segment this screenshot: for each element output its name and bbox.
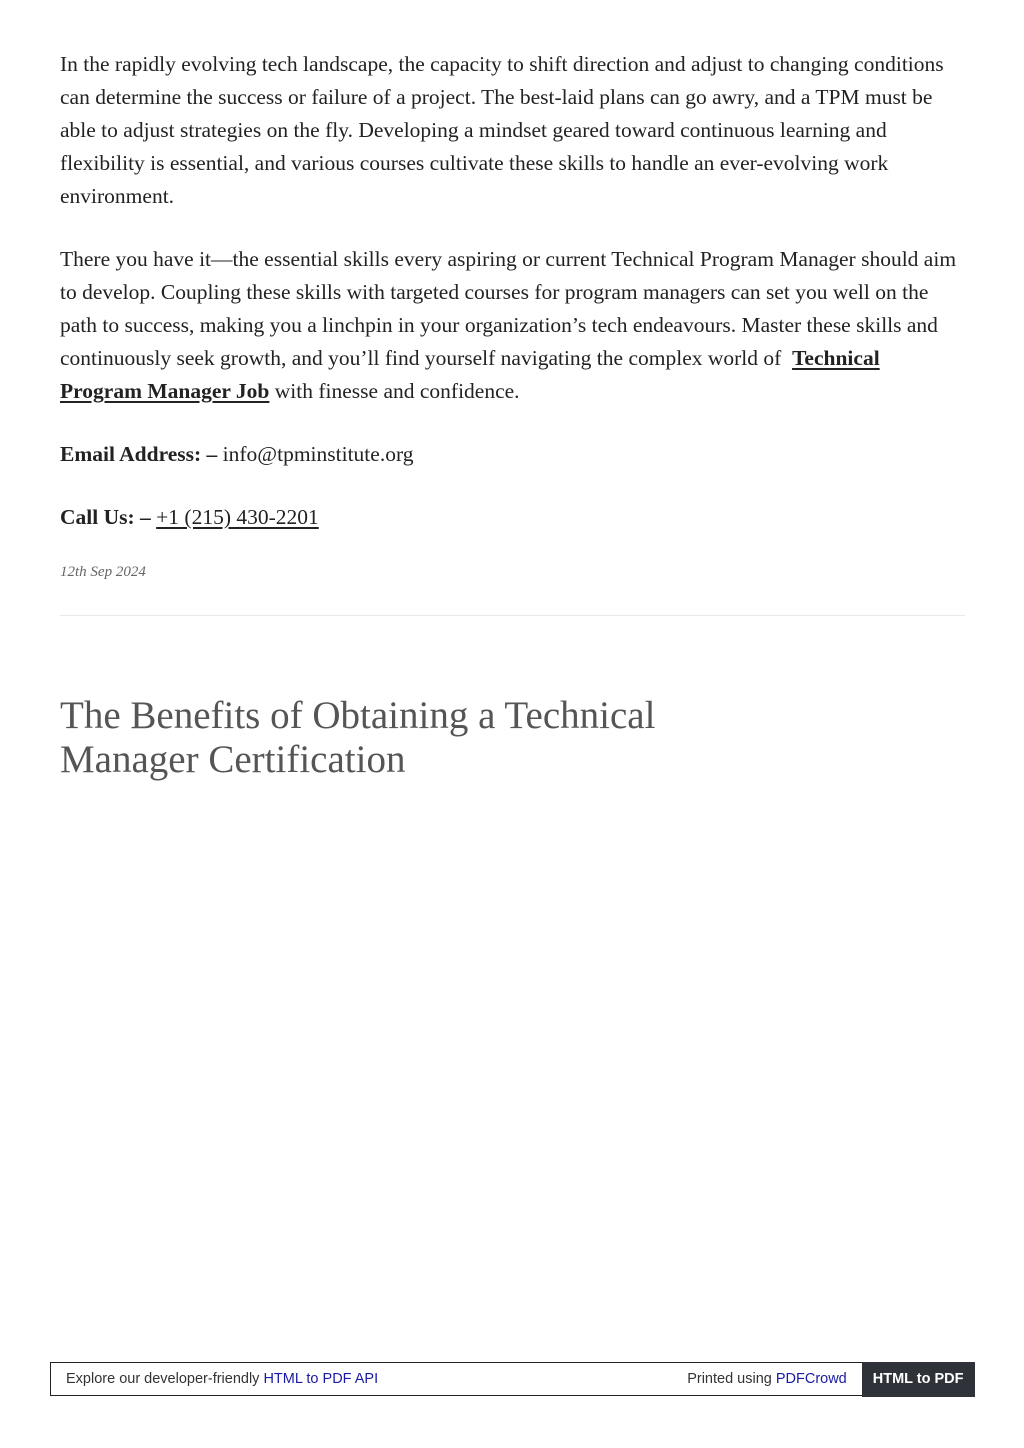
email-label: Email Address: – [60, 442, 218, 466]
html-to-pdf-button[interactable]: HTML to PDF [862, 1362, 975, 1397]
footer-explore-text: Explore our developer-friendly [66, 1371, 260, 1387]
paragraph-text: There you have it—the essential skills every aspiring or current Technical Program Manager should aim to develop. Coupling these skills with targeted courses for program managers can set you well on the path to success, making you a linchpin in your organization’s tech endeavours. Master these skills and continuously seek growth, and you’ll find yourself navigating the complex world of [60, 247, 957, 370]
post-date: 12th Sep 2024 [60, 564, 146, 580]
article-content [60, 48, 965, 782]
html-to-pdf-api-link[interactable]: HTML to PDF API [263, 1371, 379, 1387]
footer-printed-text: Printed using [687, 1371, 772, 1387]
section-divider [60, 615, 965, 616]
next-post-title[interactable]: The Benefits of Obtaining a Technical Manager Certification [60, 694, 656, 781]
paragraph-text: with finesse and confidence. [269, 379, 520, 403]
article-paragraph [60, 243, 965, 408]
footer-explore [51, 1363, 687, 1395]
pdfcrowd-link[interactable]: PDFCrowd [775, 1371, 847, 1387]
phone-link[interactable]: +1 (215) 430-2201 [156, 505, 319, 529]
phone-line [60, 501, 965, 534]
phone-label: Call Us: – [60, 505, 151, 529]
tpm-job-link[interactable]: Technical Program Manager Job [60, 346, 880, 403]
email-line [60, 438, 965, 471]
email-value: info@tpminstitute.org [217, 442, 414, 466]
pdfcrowd-footer-bar [50, 1362, 974, 1396]
footer-printed [687, 1363, 862, 1395]
article-paragraph: In the rapidly evolving tech landscape, the capacity to shift direction and adjust to changing conditions can determine the success or failure of a project. The best-laid plans can go awry, and a TPM must be able to adjust strategies on the fly. Developing a mindset geared toward continuous learning and flexibility is essential, and various courses cultivate these skills to handle an ever-evolving work environment. [60, 52, 944, 208]
